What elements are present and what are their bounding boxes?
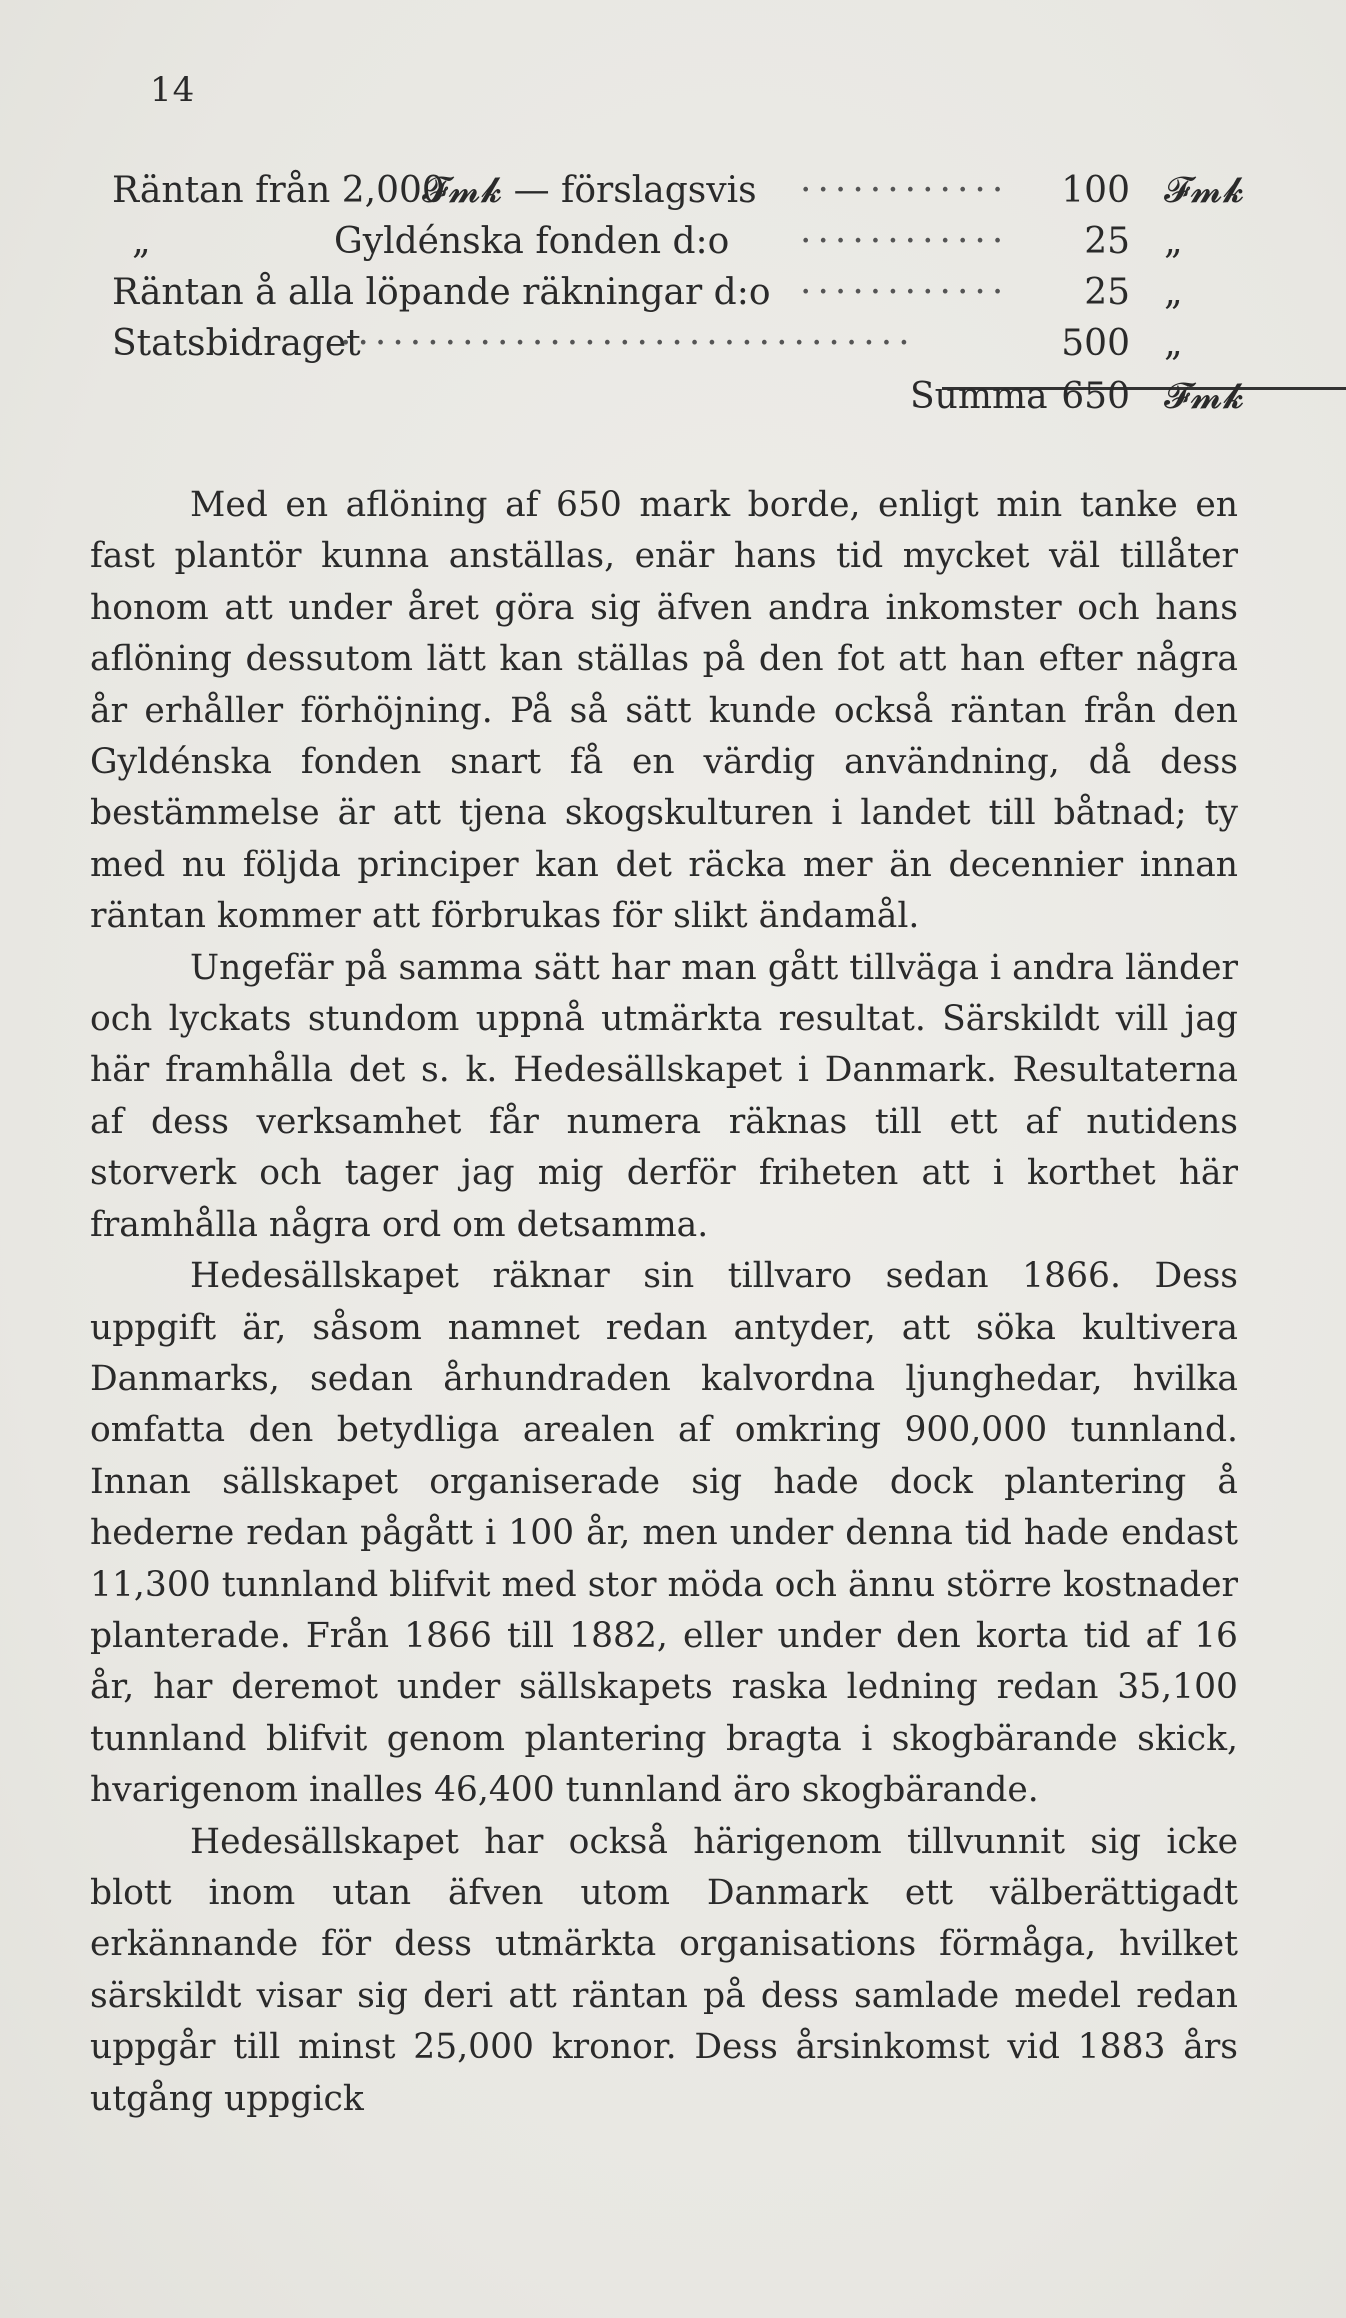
ledger-mid: 𝓕𝓶𝓴 — förslagsvis — [422, 170, 757, 211]
ledger-label: Statsbidraget — [112, 323, 361, 364]
paragraph: Med en aflöning af 650 mark borde, enligt min tanke en fast plantör kunna anställas, enär hans tid mycket väl tillåter honom att under året göra sig äfven andra inkomster och hans aflöning dessutom lätt kan ställas på den fot att han efter några år erhåller förhöjning. På så sätt kunde också räntan från den Gyldénska fonden snart få en värdig användning, då dess bestämmelse är att tjena skogskulturen i landet till båtnad; ty med nu följda principer kan det räcka mer än decennier innan räntan kommer att förbrukas för slikt ändamål. — [90, 485, 1238, 937]
ledger-dots: ············ — [800, 170, 1010, 211]
ledger-label: Räntan å alla löpande räkningar d:o — [112, 272, 771, 313]
ledger-amount: 25 — [1084, 221, 1130, 262]
ledger-row — [112, 267, 1240, 318]
paragraph: Hedesällskapet har också härigenom tillvunnit sig icke blott inom utan äfven utom Danmark ett välberättigadt erkännande för dess utmärkta organisations förmåga, hvilket särskildt visar sig deri att räntan på dess samlade medel redan uppgår till minst 25,000 kronor. Dess årsinkomst vid 1883 års utgång uppgick — [90, 1821, 1238, 2119]
ledger-amount: 25 — [1084, 272, 1130, 313]
ledger-dots: ············ — [800, 221, 1010, 262]
ledger-unit: „ — [1164, 272, 1183, 313]
ledger-mid: Gyldénska fonden d:o — [334, 221, 730, 262]
budget-ledger — [112, 165, 1245, 420]
sum-amount: 650 — [1061, 376, 1130, 417]
ledger-row — [112, 216, 1240, 267]
ledger-amount: 100 — [1061, 170, 1130, 211]
ledger-label: Räntan från 2,000 — [112, 170, 445, 211]
paragraph: Ungefär på samma sätt har man gått tillväga i andra länder och lyckats stundom uppnå utmärkta resultat. Särskildt vill jag här framhålla det s. k. Hedesällskapet i Danmark. Resultaterna af dess verksamhet får numera räknas till ett af nutidens storverk och tager jag mig derför friheten att i korthet här framhålla några ord om detsamma. — [90, 947, 1238, 1245]
ledger-amount: 500 — [1061, 323, 1130, 364]
sum-label: Summa — [910, 376, 1048, 417]
ledger-row — [112, 165, 1245, 216]
paragraph: Hedesällskapet räknar sin tillvaro sedan 1866. Dess uppgift är, såsom namnet redan antyder, att söka kultivera Danmarks, sedan århundraden kalvordna ljunghedar, hvilka omfatta den betydliga arealen af omkring 900,000 tunnland. Innan sällskapet organiserade sig hade dock plantering å hederne redan pågått i 100 år, men under denna tid hade endast 11,300 tunnland blifvit med stor möda och ännu större kostnader planterade. Från 1866 till 1882, eller under den korta tid af 16 år, har deremot under sällskapets raska ledning redan 35,100 tunnland blifvit genom plantering bragta i skogbärande skick, hvarigenom inalles 46,400 tunnland äro skogbärande. — [90, 1256, 1238, 1811]
ledger-label: „ — [132, 221, 151, 262]
page-number: 14 — [150, 70, 196, 110]
body-text — [90, 480, 1238, 2125]
ledger-unit: 𝓕𝓶𝓴 — [1164, 170, 1245, 211]
ledger-dots: ············ — [800, 272, 1010, 313]
sum-unit: 𝓕𝓶𝓴 — [1164, 376, 1245, 417]
ledger-dots: ································· — [340, 323, 916, 364]
ledger-row — [112, 318, 1240, 369]
ledger-unit: „ — [1164, 323, 1183, 364]
ledger-unit: „ — [1164, 221, 1183, 262]
ledger-sum-row — [112, 371, 1245, 422]
